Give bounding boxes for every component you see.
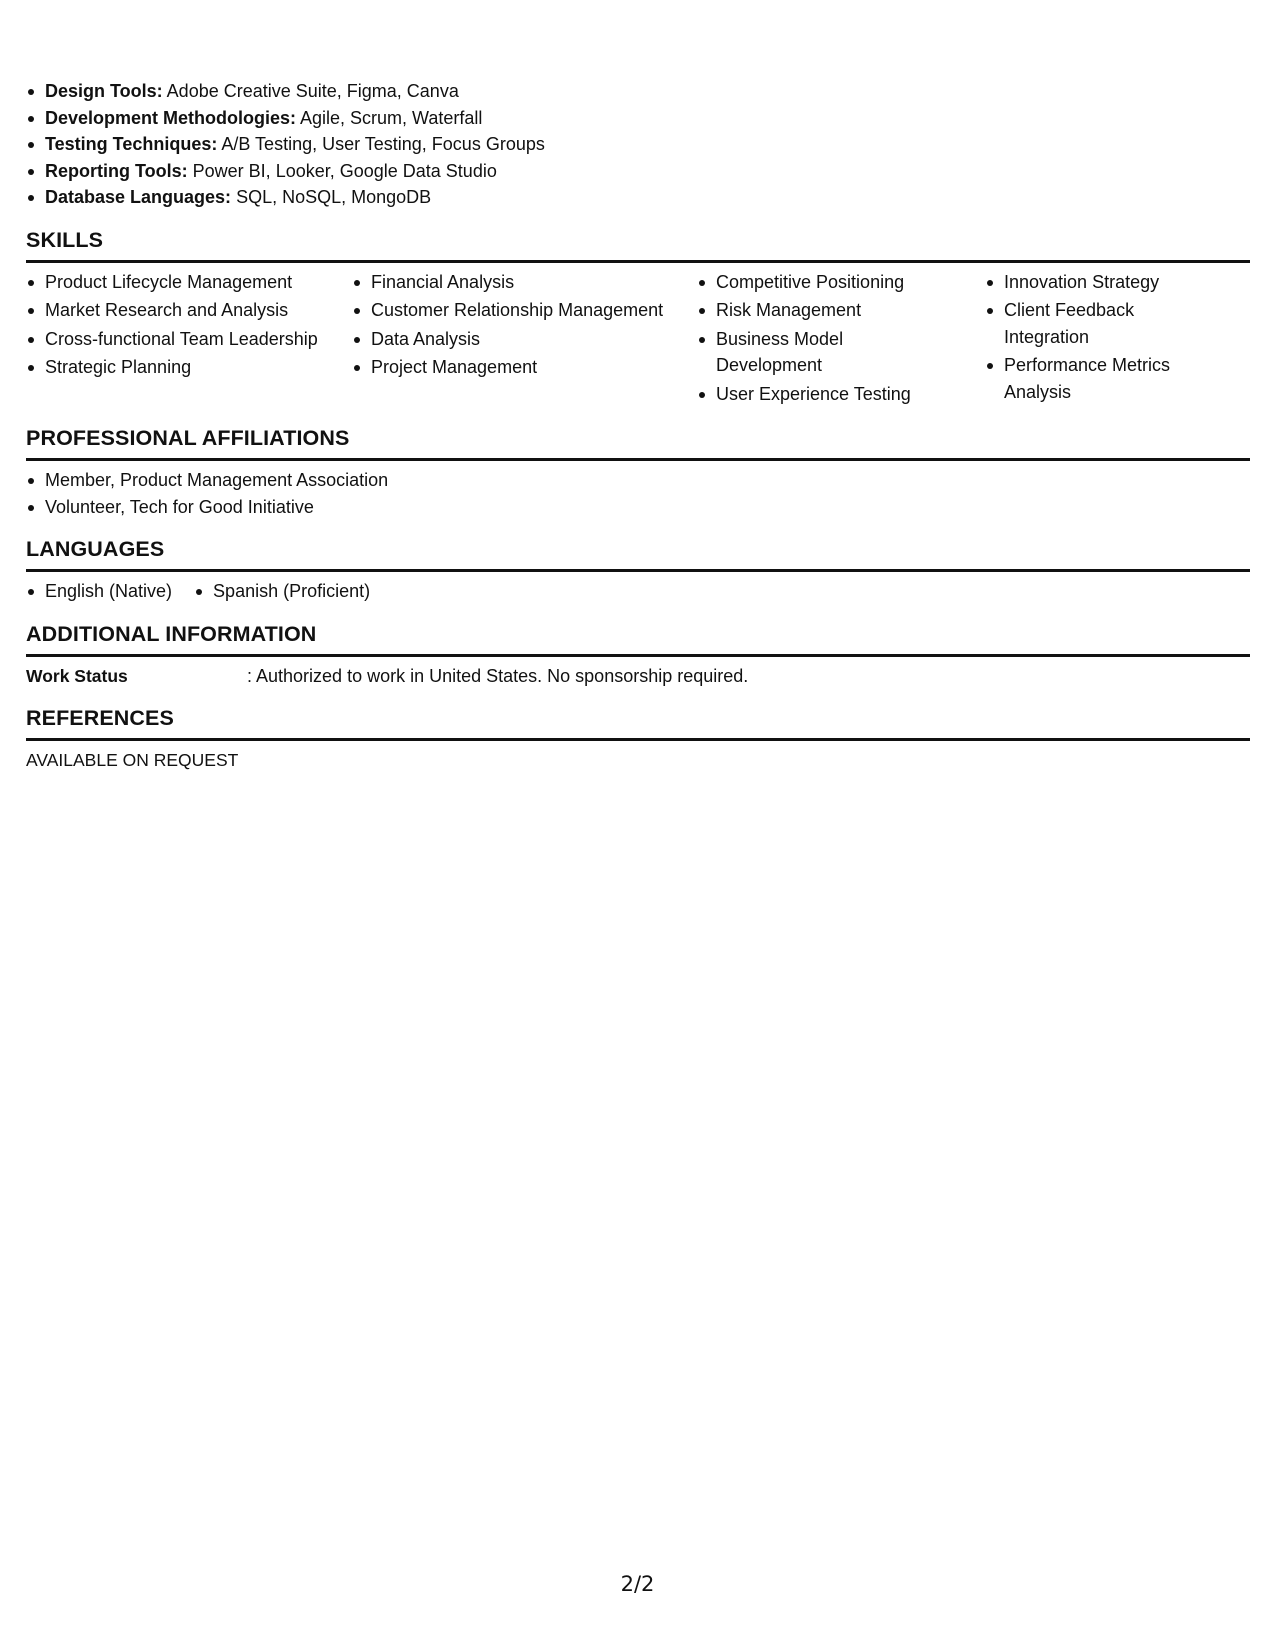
skill-item: Client Feedback Integration (985, 297, 1250, 350)
skill-item: Product Lifecycle Management (26, 269, 352, 296)
skill-item: Business Model Development (697, 326, 985, 379)
skill-item: User Experience Testing (697, 381, 985, 408)
list-item: Database Languages: SQL, NoSQL, MongoDB (26, 184, 1250, 211)
section-title: ADDITIONAL INFORMATION (26, 619, 1250, 657)
skills-column (697, 269, 985, 410)
list-item: Design Tools: Adobe Creative Suite, Figma, Canva (26, 78, 1250, 105)
skills-grid (26, 263, 1250, 410)
skill-item: Project Management (352, 354, 697, 381)
skill-item: Cross-functional Team Leadership (26, 326, 352, 353)
list-item: Reporting Tools: Power BI, Looker, Google Data Studio (26, 158, 1250, 185)
skill-item: Strategic Planning (26, 354, 352, 381)
list-item: Volunteer, Tech for Good Initiative (26, 494, 1250, 521)
references-section (26, 703, 1250, 773)
skills-section (26, 225, 1250, 410)
work-status-value: : Authorized to work in United States. No sponsorship required. (247, 665, 749, 686)
affiliations-list (26, 461, 1250, 520)
skills-column (26, 269, 352, 410)
affiliations-section (26, 423, 1250, 520)
work-status-label: Work Status (26, 665, 128, 686)
languages-section (26, 534, 1250, 605)
resume-page (26, 78, 1250, 773)
tools-list (26, 78, 1250, 211)
additional-info-section (26, 619, 1250, 689)
list-item: English (Native) (26, 578, 172, 605)
skills-column (352, 269, 697, 410)
skill-item: Financial Analysis (352, 269, 697, 296)
skill-item: Innovation Strategy (985, 269, 1250, 296)
work-status-row (26, 657, 1250, 689)
skill-item: Data Analysis (352, 326, 697, 353)
page-number: 2/2 (620, 1572, 655, 1596)
list-item: Testing Techniques: A/B Testing, User Testing, Focus Groups (26, 131, 1250, 158)
section-title: SKILLS (26, 225, 1250, 263)
list-item: Spanish (Proficient) (194, 578, 370, 605)
skill-item: Risk Management (697, 297, 985, 324)
section-title: PROFESSIONAL AFFILIATIONS (26, 423, 1250, 461)
section-title: REFERENCES (26, 703, 1250, 741)
skill-item: Customer Relationship Management (352, 297, 697, 324)
list-item: Member, Product Management Association (26, 467, 1250, 494)
skills-column (985, 269, 1250, 410)
section-title: LANGUAGES (26, 534, 1250, 572)
languages-list (26, 572, 1250, 605)
list-item: Development Methodologies: Agile, Scrum, Waterfall (26, 105, 1250, 132)
references-text: AVAILABLE ON REQUEST (26, 749, 239, 770)
skill-item: Market Research and Analysis (26, 297, 352, 324)
skill-item: Competitive Positioning (697, 269, 985, 296)
skill-item: Performance Metrics Analysis (985, 352, 1250, 405)
